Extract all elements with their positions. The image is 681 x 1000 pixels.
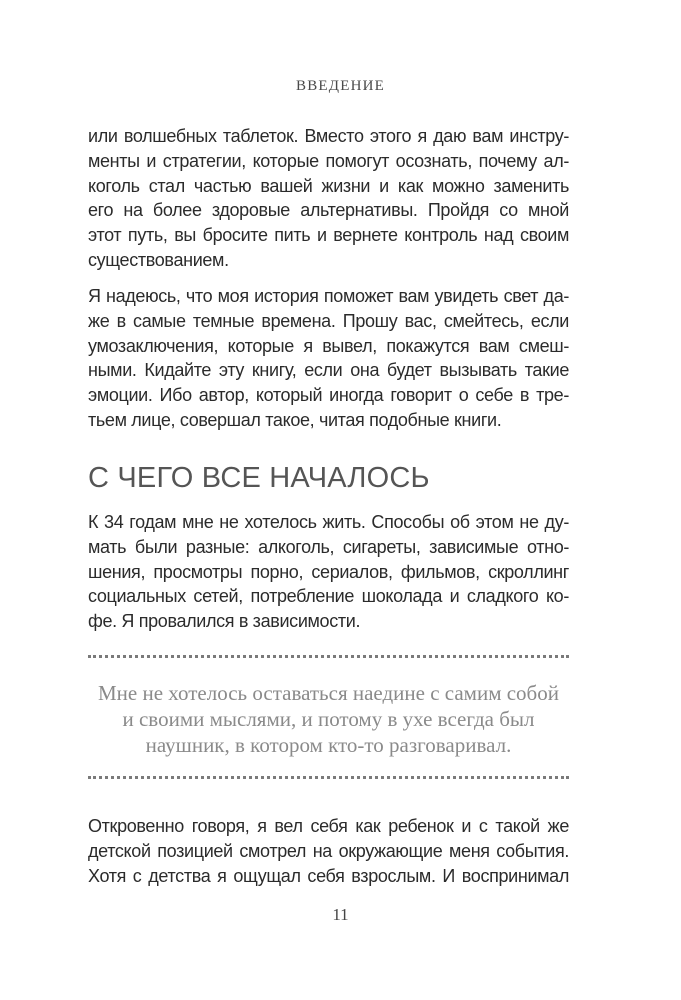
text-line: эмоции. Ибо автор, который иногда говорит о себе в тре- (88, 385, 569, 406)
quote-line: Мне не хотелось оставаться наедине с самим собой (98, 681, 559, 705)
text-line: Хотя с детства я ощущал себя взрослым. И воспринимал (88, 865, 569, 886)
body-paragraph (88, 510, 569, 634)
text-line: детской позицией смотрел на окружающие меня события. (88, 840, 569, 861)
text-line: К 34 годам мне не хотелось жить. Способы об этом не ду- (88, 512, 569, 532)
text-line: умозаключения, которые я вывел, покажутся вам смеш- (88, 335, 569, 356)
text-line: ными. Кидайте эту книгу, если она будет вызывать такие (88, 360, 569, 381)
dotted-divider-bottom (88, 776, 569, 779)
text-line: мать были разные: алкоголь, сигареты, зависимые отно- (88, 536, 569, 557)
page-number: 11 (332, 905, 349, 924)
pull-quote (88, 680, 569, 758)
text-line: или волшебных таблеток. Вместо этого я даю вам инстру- (88, 126, 569, 146)
text-line: существованием. (88, 249, 229, 270)
text-line: его на более здоровые альтернативы. Пройдя со мной (88, 200, 569, 221)
text-line: тьем лице, совершал такое, читая подобные книги. (88, 409, 502, 430)
body-paragraph (88, 124, 569, 273)
section-heading: С ЧЕГО ВСЕ НАЧАЛОСЬ (88, 462, 430, 494)
text-line: Я надеюсь, что моя история поможет вам увидеть свет да- (88, 286, 569, 306)
text-line: Откровенно говоря, я вел себя как ребенок и с такой же (88, 816, 569, 836)
text-line: же в самые темные времена. Прошу вас, смейтесь, если (88, 310, 569, 331)
body-paragraph (88, 814, 569, 888)
text-line: шения, просмотры порно, сериалов, фильмов, скроллинг (88, 561, 569, 582)
text-line: этот путь, вы бросите пить и вернете контроль над своим (88, 225, 569, 246)
quote-line: и своими мыслями, и потому в ухе всегда был (122, 707, 535, 731)
text-line: социальных сетей, потребление шоколада и сладкого ко- (88, 586, 569, 607)
text-line: коголь стал частью вашей жизни и как можно заменить (88, 175, 569, 196)
text-line: менты и стратегии, которые помогут осознать, почему ал- (88, 150, 569, 171)
running-head: ВВЕДЕНИЕ (296, 78, 385, 94)
body-paragraph (88, 284, 569, 433)
quote-line: наушник, в котором кто-то разговаривал. (145, 733, 512, 757)
dotted-divider-top (88, 655, 569, 658)
text-line: фе. Я провалился в зависимости. (88, 611, 361, 632)
